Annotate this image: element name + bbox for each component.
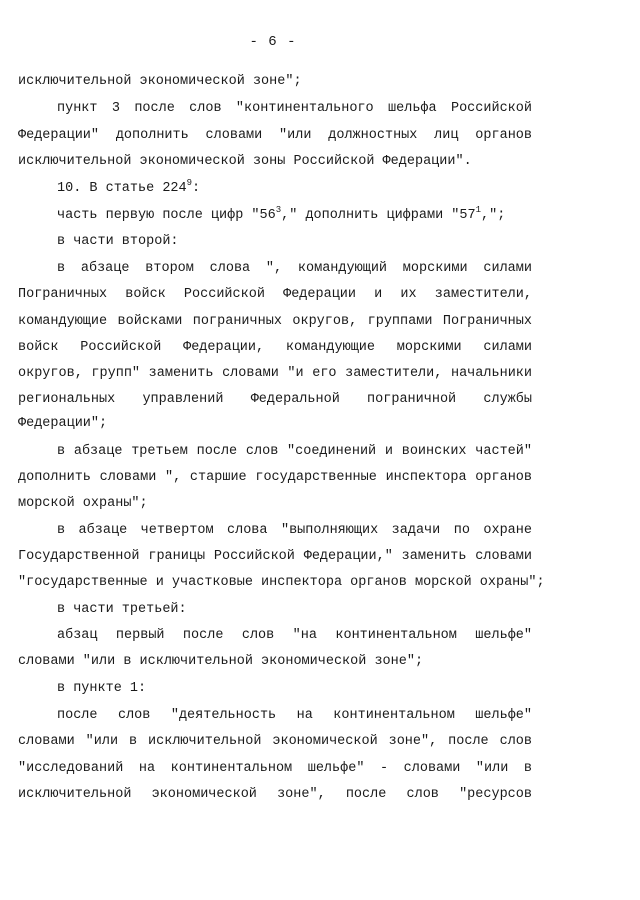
text-line: в абзаце втором слова ", командующий морскими силами bbox=[57, 261, 532, 276]
text-fragment: ,"; bbox=[481, 208, 506, 223]
superscript: 1 bbox=[475, 205, 481, 215]
text-line: Государственной границы Российской Федерации," заменить словами bbox=[18, 549, 532, 564]
superscript: 9 bbox=[186, 178, 193, 188]
text-line: Пограничных войск Российской Федерации и их заместители, bbox=[18, 287, 532, 302]
text-line bbox=[57, 179, 532, 199]
text-line bbox=[57, 206, 532, 226]
text-line: абзац первый после слов "на континентальном шельфе" bbox=[57, 628, 532, 643]
text-line: после слов "деятельность на континентальном шельфе" bbox=[57, 708, 532, 723]
text-fragment: часть первую после цифр "56 bbox=[57, 208, 276, 223]
text-line: командующие войсками пограничных округов, группами Пограничных bbox=[18, 314, 532, 329]
text-line: морской охраны"; bbox=[18, 496, 148, 511]
text-line: исключительной экономической зоне", после слов "ресурсов bbox=[18, 787, 532, 802]
text-line: в части второй: bbox=[57, 234, 179, 249]
text-line: в пункте 1: bbox=[57, 681, 147, 696]
text-line: в абзаце третьем после слов "соединений и воинских частей" bbox=[57, 444, 532, 459]
text-line: округов, групп" заменить словами "и его заместители, начальники bbox=[18, 366, 532, 381]
text-line: "государственные и участковые инспектора органов морской охраны"; bbox=[18, 575, 545, 590]
text-line: в абзаце четвертом слова "выполняющих задачи по охране bbox=[57, 523, 532, 538]
text-line: войск Российской Федерации, командующие морскими силами bbox=[18, 340, 532, 355]
text-fragment: ," дополнить цифрами "57 bbox=[281, 208, 476, 223]
text-line: исключительной экономической зоны Российской Федерации". bbox=[18, 154, 472, 169]
text-line: Федерации"; bbox=[18, 416, 108, 431]
text-line: Федерации" дополнить словами "или должностных лиц органов bbox=[18, 128, 532, 143]
page-number: - 6 - bbox=[249, 34, 297, 50]
text-line: исключительной экономической зоне"; bbox=[18, 74, 302, 89]
text-line: в части третьей: bbox=[57, 602, 187, 617]
text-line: региональных управлений Федеральной пограничной службы bbox=[18, 392, 532, 407]
text-line: "исследований на континентальном шельфе" - словами "или в bbox=[18, 761, 532, 776]
superscript: 3 bbox=[275, 205, 282, 215]
text-line: словами "или в исключительной экономической зоне", после слов bbox=[18, 734, 532, 749]
text-fragment: : bbox=[192, 181, 201, 196]
text-line: пункт 3 после слов "континентального шельфа Российской bbox=[57, 101, 532, 116]
text-fragment: 10. В статье 224 bbox=[57, 181, 187, 196]
text-line: словами "или в исключительной экономической зоне"; bbox=[18, 654, 424, 669]
text-line: дополнить словами ", старшие государственные инспектора органов bbox=[18, 470, 532, 485]
